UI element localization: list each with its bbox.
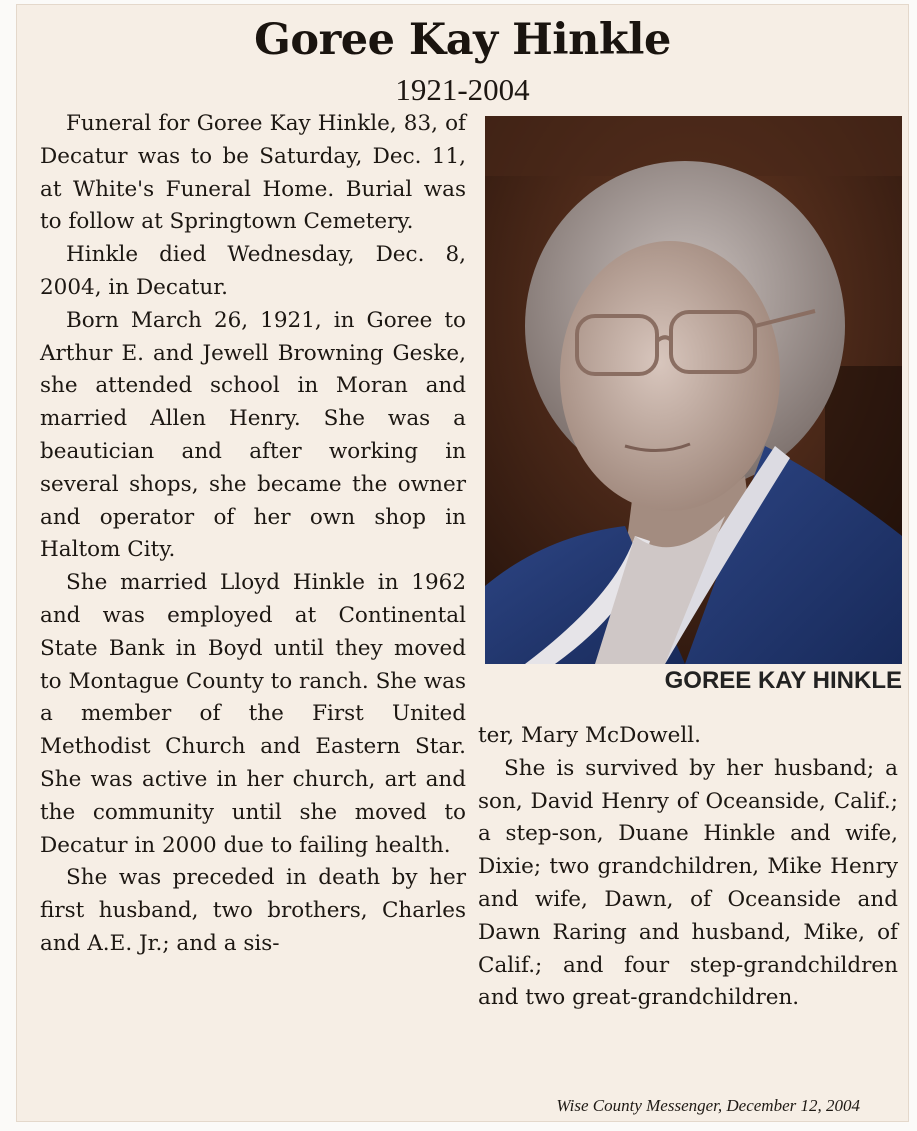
paragraph-survivors: She is survived by her husband; a son, David Henry of Oceanside, Calif.; a step-son, Duane Hinkle and wife, Dixie; two grandchildren, Mike Henry and wife, Dawn, of Oceanside and Dawn Raring and husband, Mike, of Calif.; and four step-grandchildren and two great-grandchildren. bbox=[478, 755, 898, 1011]
left-column bbox=[40, 108, 466, 961]
obituary-years: 1921-2004 bbox=[395, 72, 530, 107]
source-credit: Wise County Messenger, December 12, 2004 bbox=[556, 1096, 860, 1115]
obituary-title: Goree Kay Hinkle bbox=[254, 15, 671, 65]
right-column bbox=[478, 720, 898, 1015]
paragraph-birth: Born March 26, 1921, in Goree to Arthur E. and Jewell Browning Geske, she attended school in Moran and married Allen Henry. She was a beautician and after working in several shops, she became the owner and operator of her own shop in Haltom City. bbox=[40, 307, 466, 563]
newspaper-clipping bbox=[16, 4, 909, 1122]
paragraph-death: Hinkle died Wednesday, Dec. 8, 2004, in Decatur. bbox=[40, 242, 466, 300]
portrait-image bbox=[485, 116, 902, 664]
paragraph-preceded: She was preceded in death by her first husband, two brothers, Charles and A.E. Jr.; and a sis- bbox=[40, 865, 466, 956]
portrait-photo bbox=[485, 116, 902, 664]
paragraph-funeral: Funeral for Goree Kay Hinkle, 83, of Decatur was to be Saturday, Dec. 11, at White's Funeral Home. Burial was to follow at Springtown Cemetery. bbox=[40, 111, 466, 235]
paragraph-sister-continued: ter, Mary McDowell. bbox=[478, 723, 701, 748]
paragraph-marriage: She married Lloyd Hinkle in 1962 and was employed at Continental State Bank in Boyd until they moved to Montague County to ranch. She was a member of the First United Methodist Church and Eastern Star. She was active in her church, art and the community until she moved to Decatur in 2000 due to failing health. bbox=[40, 570, 466, 858]
photo-caption: GOREE KAY HINKLE bbox=[664, 667, 902, 694]
